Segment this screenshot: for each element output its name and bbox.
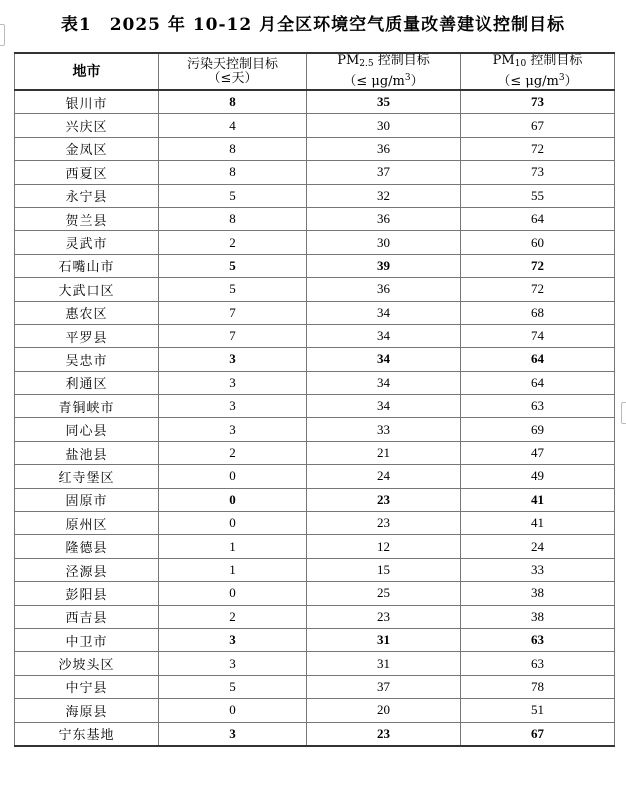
cell-pm10-target: 78 [461,675,615,698]
cell-pm25-target: 31 [307,652,461,675]
cell-pm25-target: 36 [307,207,461,230]
table-row [15,628,615,651]
cell-pm10-target: 69 [461,418,615,441]
table-header-row [15,53,615,90]
cell-pm25-target: 15 [307,558,461,581]
header-pm10-unit-suffix: ） [564,74,578,89]
cell-pm10-target: 67 [461,114,615,137]
header-pm25 [307,53,461,90]
cell-pm10-target: 38 [461,582,615,605]
cell-pm25-target: 32 [307,184,461,207]
cell-pm10-target: 63 [461,652,615,675]
cell-pollution-days: 3 [159,395,307,418]
header-pm25-label [307,54,460,71]
table-row [15,114,615,137]
cell-pollution-days: 3 [159,722,307,746]
table-row [15,582,615,605]
cell-district-name: 中宁县 [15,675,159,698]
cell-district-name: 青铜峡市 [15,395,159,418]
header-pm25-unit-suffix: ） [410,74,424,89]
header-pm25-unit-sup: 3 [404,73,411,83]
table-row [15,90,615,114]
cell-pm10-target: 67 [461,722,615,746]
cell-pollution-days: 0 [159,512,307,535]
cell-pm25-target: 36 [307,278,461,301]
table-row [15,722,615,746]
cell-pm10-target: 49 [461,465,615,488]
cell-pm10-target: 47 [461,441,615,464]
cell-district-name: 平罗县 [15,324,159,347]
header-pm10-prefix: PM [492,53,515,68]
table-row [15,512,615,535]
cell-pm25-target: 34 [307,301,461,324]
header-pm10-suffix: 控制目标 [526,53,583,68]
table-row [15,605,615,628]
table-row [15,558,615,581]
cell-pollution-days: 4 [159,114,307,137]
cell-district-name: 吴忠市 [15,348,159,371]
cell-district-name: 盐池县 [15,441,159,464]
header-city: 地市 [15,53,159,90]
cell-pollution-days: 7 [159,301,307,324]
cell-pm10-target: 38 [461,605,615,628]
cell-pollution-days: 2 [159,441,307,464]
table-title: 表1 2025 年 10-12 月全区环境空气质量改善建议控制目标 [60,15,566,35]
cell-pm25-target: 37 [307,675,461,698]
cell-pm25-target: 36 [307,137,461,160]
cell-district-name: 贺兰县 [15,207,159,230]
cell-pm10-target: 73 [461,161,615,184]
cell-pm10-target: 64 [461,371,615,394]
cell-pm10-target: 24 [461,535,615,558]
cell-pollution-days: 3 [159,628,307,651]
cell-pollution-days: 2 [159,231,307,254]
cell-pollution-days: 3 [159,348,307,371]
header-pm10 [461,53,615,90]
cell-district-name: 宁东基地 [15,722,159,746]
cell-district-name: 兴庆区 [15,114,159,137]
cell-pm25-target: 23 [307,488,461,511]
cell-district-name: 银川市 [15,90,159,114]
table-row [15,161,615,184]
cell-district-name: 中卫市 [15,628,159,651]
cell-pm25-target: 20 [307,699,461,722]
cell-pollution-days: 8 [159,90,307,114]
table-row [15,699,615,722]
cell-pm25-target: 24 [307,465,461,488]
cell-district-name: 沙坡头区 [15,652,159,675]
cell-pollution-days: 8 [159,137,307,160]
table-row [15,652,615,675]
cell-pm25-target: 23 [307,512,461,535]
cell-pm10-target: 55 [461,184,615,207]
cell-district-name: 固原市 [15,488,159,511]
cell-pm10-target: 63 [461,395,615,418]
page-edge-handle-right [621,402,626,424]
cell-pm25-target: 30 [307,114,461,137]
header-pm10-unit [461,71,614,89]
cell-district-name: 石嘴山市 [15,254,159,277]
cell-pm25-target: 23 [307,605,461,628]
cell-district-name: 大武口区 [15,278,159,301]
cell-pollution-days: 5 [159,184,307,207]
header-pm25-suffix: 控制目标 [373,53,430,68]
cell-pollution-days: 8 [159,207,307,230]
cell-pm25-target: 31 [307,628,461,651]
table-row [15,254,615,277]
cell-district-name: 泾源县 [15,558,159,581]
cell-district-name: 红寺堡区 [15,465,159,488]
header-pm10-sub: 10 [514,59,527,69]
table-row [15,488,615,511]
cell-pollution-days: 5 [159,278,307,301]
table-row [15,675,615,698]
cell-pm10-target: 72 [461,278,615,301]
header-pm25-sub: 2.5 [359,59,374,69]
header-pollution-days-unit: （≤天） [207,70,258,86]
cell-pm25-target: 39 [307,254,461,277]
cell-pm10-target: 68 [461,301,615,324]
cell-pm25-target: 34 [307,371,461,394]
table-row [15,441,615,464]
cell-pm10-target: 72 [461,254,615,277]
table-row [15,137,615,160]
header-pm25-prefix: PM [337,53,360,68]
header-pm10-label [461,54,614,71]
cell-pm10-target: 51 [461,699,615,722]
table-row [15,324,615,347]
cell-pm25-target: 12 [307,535,461,558]
cell-pm25-target: 33 [307,418,461,441]
cell-pm25-target: 37 [307,161,461,184]
cell-district-name: 惠农区 [15,301,159,324]
air-quality-target-table [14,52,615,747]
table-row [15,301,615,324]
cell-pm25-target: 35 [307,90,461,114]
cell-pollution-days: 0 [159,465,307,488]
cell-pm10-target: 33 [461,558,615,581]
cell-pollution-days: 8 [159,161,307,184]
cell-pollution-days: 2 [159,605,307,628]
cell-pm25-target: 34 [307,348,461,371]
table-row [15,371,615,394]
cell-pm10-target: 41 [461,488,615,511]
header-pollution-days [159,53,307,90]
header-pm10-unit-prefix: （≤ μg/m [497,74,559,89]
cell-district-name: 隆德县 [15,535,159,558]
cell-pm25-target: 21 [307,441,461,464]
cell-pm25-target: 25 [307,582,461,605]
cell-pm10-target: 64 [461,207,615,230]
table-row [15,278,615,301]
cell-pollution-days: 1 [159,558,307,581]
table-row [15,231,615,254]
cell-district-name: 金凤区 [15,137,159,160]
cell-pollution-days: 0 [159,582,307,605]
cell-pollution-days: 3 [159,418,307,441]
cell-pm10-target: 63 [461,628,615,651]
cell-pm25-target: 23 [307,722,461,746]
table-row [15,184,615,207]
cell-pm10-target: 73 [461,90,615,114]
header-pollution-days-label: 污染天控制目标 [186,56,278,72]
cell-pollution-days: 7 [159,324,307,347]
table-row [15,207,615,230]
table-body [15,90,615,746]
table-row [15,395,615,418]
cell-pollution-days: 3 [159,371,307,394]
cell-pm25-target: 34 [307,324,461,347]
cell-pm10-target: 41 [461,512,615,535]
cell-district-name: 灵武市 [15,231,159,254]
cell-pollution-days: 5 [159,254,307,277]
cell-district-name: 彭阳县 [15,582,159,605]
header-pm25-unit [307,71,460,89]
cell-district-name: 西吉县 [15,605,159,628]
cell-district-name: 同心县 [15,418,159,441]
cell-pollution-days: 1 [159,535,307,558]
cell-district-name: 西夏区 [15,161,159,184]
cell-pm25-target: 34 [307,395,461,418]
cell-district-name: 利通区 [15,371,159,394]
cell-district-name: 永宁县 [15,184,159,207]
cell-pm10-target: 74 [461,324,615,347]
cell-pollution-days: 0 [159,488,307,511]
table-row [15,535,615,558]
table-row [15,348,615,371]
cell-pm10-target: 72 [461,137,615,160]
cell-district-name: 原州区 [15,512,159,535]
cell-pollution-days: 5 [159,675,307,698]
header-pm10-unit-sup: 3 [558,73,565,83]
cell-pm10-target: 60 [461,231,615,254]
cell-pollution-days: 0 [159,699,307,722]
cell-pm10-target: 64 [461,348,615,371]
cell-pm25-target: 30 [307,231,461,254]
table-row [15,418,615,441]
header-pm25-unit-prefix: （≤ μg/m [343,74,405,89]
cell-pollution-days: 3 [159,652,307,675]
cell-district-name: 海原县 [15,699,159,722]
table-row [15,465,615,488]
